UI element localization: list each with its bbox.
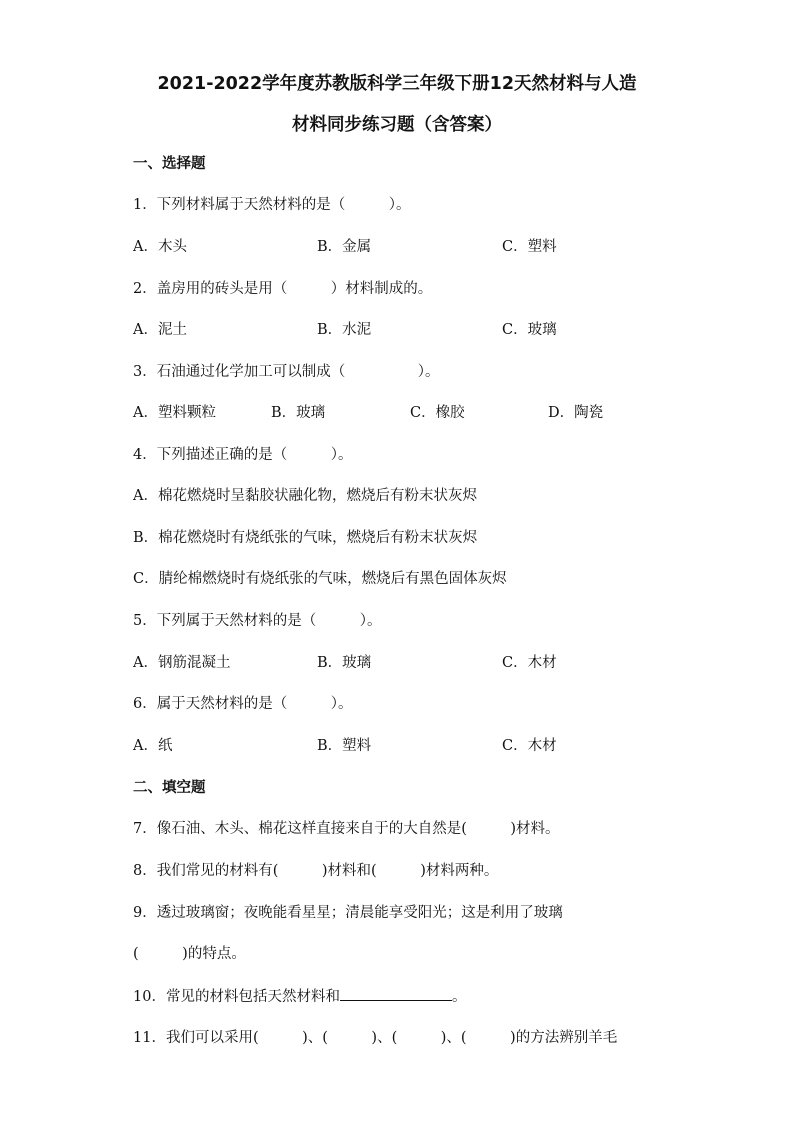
question-5-option-a: A．钢筋混凝土 <box>133 655 231 671</box>
question-1-option-b: B．金属 <box>317 239 372 255</box>
question-2-option-b: B．水泥 <box>317 322 372 338</box>
question-4-option-c: C．腈纶棉燃烧时有烧纸张的气味，燃烧后有黑色固体灰烬 <box>133 571 507 587</box>
question-3: 3．石油通过化学加工可以制成（ ）。 <box>133 364 440 380</box>
section-heading-fill-blank: 二、填空题 <box>133 780 206 796</box>
question-3-option-a: A．塑料颗粒 <box>133 405 216 421</box>
section-heading-choice: 一、选择题 <box>133 156 206 172</box>
question-11: 11．我们可以采用( )、( )、( )、( )的方法辨别羊毛 <box>133 1030 618 1046</box>
answer-blank-line <box>340 986 452 1001</box>
question-10 <box>133 986 466 1007</box>
question-1-option-a: A．木头 <box>133 239 187 255</box>
question-10-text: 10．常见的材料包括天然材料和 <box>133 989 340 1005</box>
question-5: 5．下列属于天然材料的是（ ）。 <box>133 613 382 629</box>
question-10-end: 。 <box>451 989 467 1005</box>
question-3-option-c: C．橡胶 <box>410 405 465 421</box>
document-title-line-1: 2021-2022学年度苏教版科学三年级下册12天然材料与人造 <box>157 74 637 94</box>
question-4: 4．下列描述正确的是（ ）。 <box>133 447 353 463</box>
question-9-line-1: 9．透过玻璃窗；夜晚能看星星；清晨能享受阳光；这是利用了玻璃 <box>133 905 563 921</box>
question-6-option-c: C．木材 <box>502 738 557 754</box>
question-2-option-a: A．泥土 <box>133 322 187 338</box>
question-3-option-d: D．陶瓷 <box>548 405 604 421</box>
question-5-option-b: B．玻璃 <box>317 655 372 671</box>
question-5-option-c: C．木材 <box>502 655 557 671</box>
question-7: 7．像石油、木头、棉花这样直接来自于的大自然是( )材料。 <box>133 821 560 837</box>
question-6: 6．属于天然材料的是（ ）。 <box>133 696 353 712</box>
question-4-option-a: A．棉花燃烧时呈黏胶状融化物，燃烧后有粉末状灰烬 <box>133 488 477 504</box>
question-4-option-b: B．棉花燃烧时有烧纸张的气味，燃烧后有粉末状灰烬 <box>133 530 478 546</box>
question-1-option-c: C．塑料 <box>502 239 557 255</box>
question-6-option-a: A．纸 <box>133 738 173 754</box>
question-6-option-b: B．塑料 <box>317 738 372 754</box>
document-title-line-2: 材料同步练习题（含答案） <box>292 115 502 135</box>
question-2: 2．盖房用的砖头是用（ ）材料制成的。 <box>133 281 433 297</box>
question-8: 8．我们常见的材料有( )材料和( )材料两种。 <box>133 863 499 879</box>
question-1: 1．下列材料属于天然材料的是（ ）。 <box>133 197 411 213</box>
question-3-option-b: B．玻璃 <box>271 405 326 421</box>
question-9-line-2: ( )的特点。 <box>133 946 246 962</box>
question-2-option-c: C．玻璃 <box>502 322 557 338</box>
